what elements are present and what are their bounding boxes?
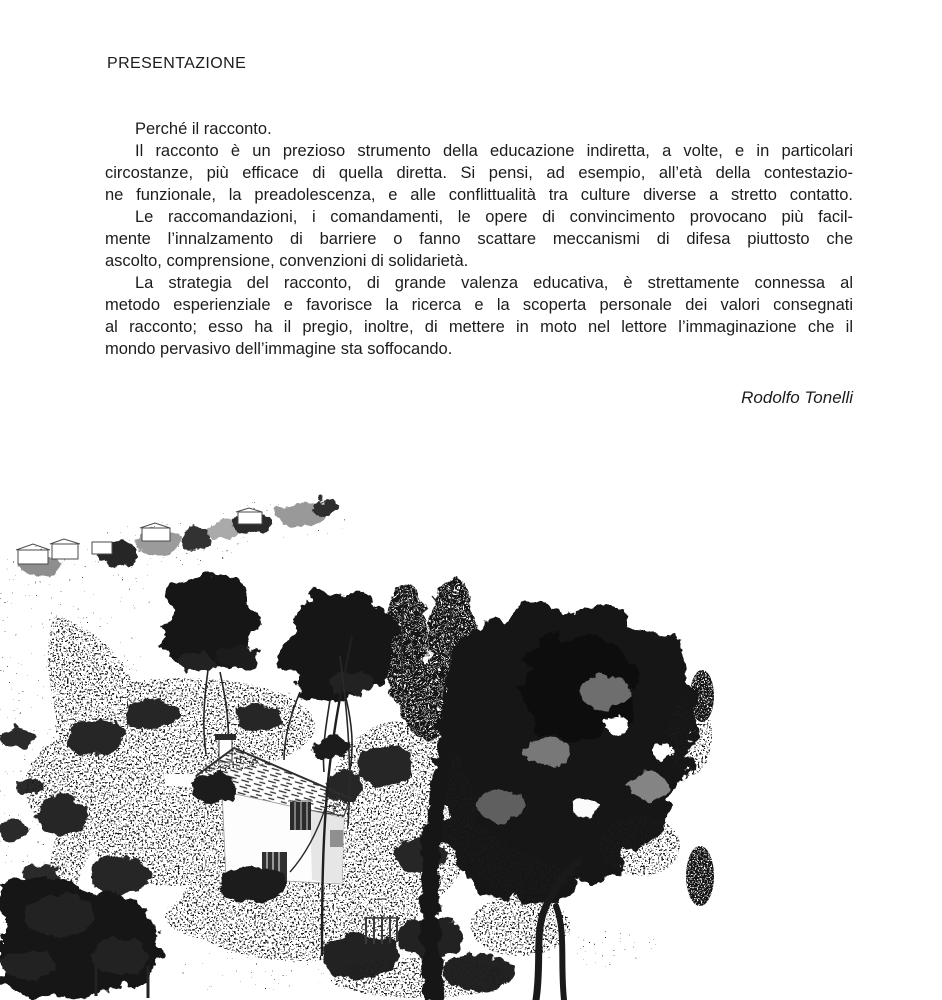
chimney-cap (215, 734, 236, 740)
text-line: ascolto, comprensione, convenzioni di solidarietà. (105, 252, 469, 270)
body-text (105, 118, 853, 360)
upper-window (288, 801, 313, 830)
text-line: Il racconto è un prezioso strumento della educazione indiretta, a volte, e in particolari (135, 142, 853, 160)
text-line: mente l’innalzamento di barriere o fanno scattare meccanismi di difesa piuttosto che (105, 230, 853, 248)
text-line: circostanze, più efficace di quella diretta. Si pensi, ad esempio, all’età della contestazio- (105, 164, 853, 182)
text-line: al racconto; esso ha il pregio, inoltre, di mettere in moto nel lettore l’immaginazione che il (105, 318, 853, 336)
text-line: Perché il racconto. (135, 120, 272, 138)
large-canopy-right (433, 604, 714, 906)
ink-illustration (0, 486, 720, 1000)
text-line: La strategia del racconto, di grande valenza educativa, è strettamente connessa al (135, 274, 853, 292)
small-window (330, 830, 343, 847)
text-line: mondo pervasivo dell’immagine sta soffocando. (105, 340, 453, 358)
text-line: metodo esperienziale e favorisce la ricerca e la scoperta personale dei valori consegnati (105, 296, 853, 314)
dark-tree-center (282, 591, 397, 701)
wall-shading (310, 811, 344, 884)
page-title: PRESENTAZIONE (107, 55, 247, 72)
dark-tree-left (160, 575, 261, 676)
author-signature: Rodolfo Tonelli (741, 388, 853, 407)
text-line: Le raccomandazioni, i comandamenti, le opere di convincimento provocano più facil- (135, 208, 853, 226)
text-line: ne funzionale, la preadolescenza, e alle conflittualità tra culture diverse a stretto contatto. (105, 186, 853, 204)
